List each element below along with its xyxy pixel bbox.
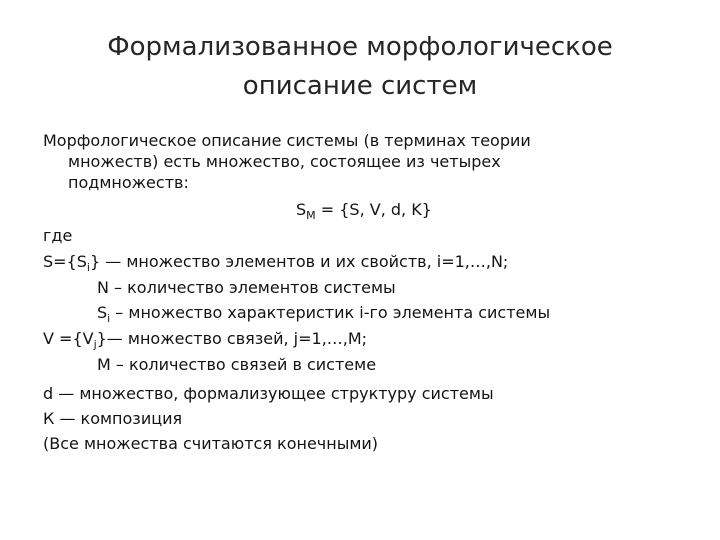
v-definition — [43, 329, 367, 349]
slide-title-line-2: описание систем — [242, 71, 478, 101]
v-definition-subscript: j — [93, 338, 97, 351]
intro-line-2: множеств) есть множество, состоящее из четырех — [68, 152, 501, 171]
formula-subscript: M — [306, 209, 316, 222]
formula-rest: = {S, V, d, K} — [315, 200, 432, 219]
d-definition: d — множество, формализующее структуру системы — [43, 384, 494, 403]
v-definition-rest: }— множество связей, j=1,…,M; — [96, 329, 368, 348]
s-definition-subscript: i — [86, 261, 90, 274]
si-definition — [97, 303, 550, 323]
formula-symbol: S — [296, 200, 307, 219]
slide-title — [0, 28, 720, 106]
finite-sets-note: (Все множества считаются конечными) — [43, 434, 379, 453]
slide-title-line-1: Формализованное морфологическое — [107, 32, 613, 62]
set-formula — [296, 200, 432, 220]
intro-line-1: Морфологическое описание системы (в терминах теории — [43, 131, 531, 150]
k-definition: К — композиция — [43, 409, 183, 428]
v-definition-prefix: V ={V — [43, 329, 94, 348]
s-definition-rest: } — множество элементов и их свойств, i=1,…,N; — [89, 252, 509, 271]
si-definition-subscript: i — [107, 312, 111, 325]
s-definition — [43, 252, 508, 272]
m-definition: M – количество связей в системе — [97, 355, 377, 374]
si-definition-rest: – множество характеристик i-го элемента системы — [110, 303, 551, 322]
n-definition: N – количество элементов системы — [97, 278, 396, 297]
si-definition-symbol: S — [97, 303, 108, 322]
intro-line-3: подмножеств: — [68, 173, 189, 192]
s-definition-prefix: S={S — [43, 252, 87, 271]
where-label: где — [43, 226, 73, 245]
